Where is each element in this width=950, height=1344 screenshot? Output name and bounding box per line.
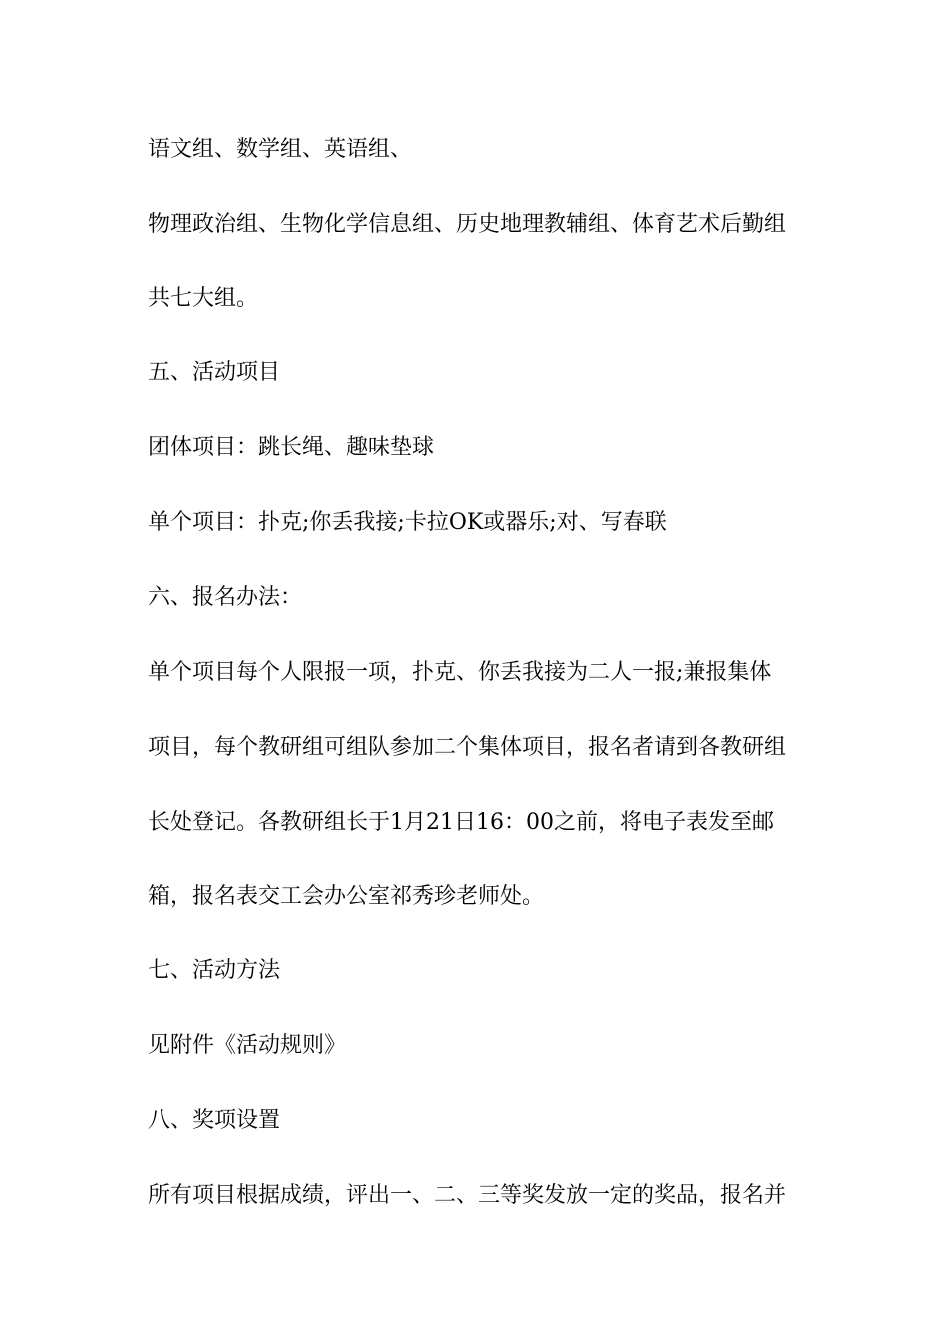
text-line-registration-1: 单个项目每个人限报一项，扑克、你丢我接为二人一报;兼报集体 [148,660,772,685]
text-line-registration-3: 长处登记。各教研组长于1月21日16：00之前，将电子表发至邮 [148,810,774,835]
section-heading-method: 七、活动方法 [148,958,281,983]
text-line-groups-1: 语文组、数学组、英语组、 [148,137,413,162]
section-heading-activities: 五、活动项目 [148,360,281,385]
text-line-groups-3: 共七大组。 [148,286,259,311]
section-heading-awards: 八、奖项设置 [148,1108,281,1133]
text-line-method: 见附件《活动规则》 [148,1033,347,1058]
text-line-awards: 所有项目根据成绩，评出一、二、三等奖发放一定的奖品，报名并 [148,1183,787,1208]
text-line-single-events: 单个项目：扑克;你丢我接;卡拉OK或器乐;对、写春联 [148,510,667,535]
section-heading-registration: 六、报名办法： [148,585,303,610]
text-line-team-events: 团体项目：跳长绳、趣味垫球 [148,435,435,460]
text-line-registration-2: 项目，每个教研组可组队参加二个集体项目，报名者请到各教研组 [148,735,787,760]
text-line-registration-4: 箱，报名表交工会办公室祁秀珍老师处。 [148,884,545,909]
text-line-groups-2: 物理政治组、生物化学信息组、历史地理教辅组、体育艺术后勤组 [148,212,787,237]
